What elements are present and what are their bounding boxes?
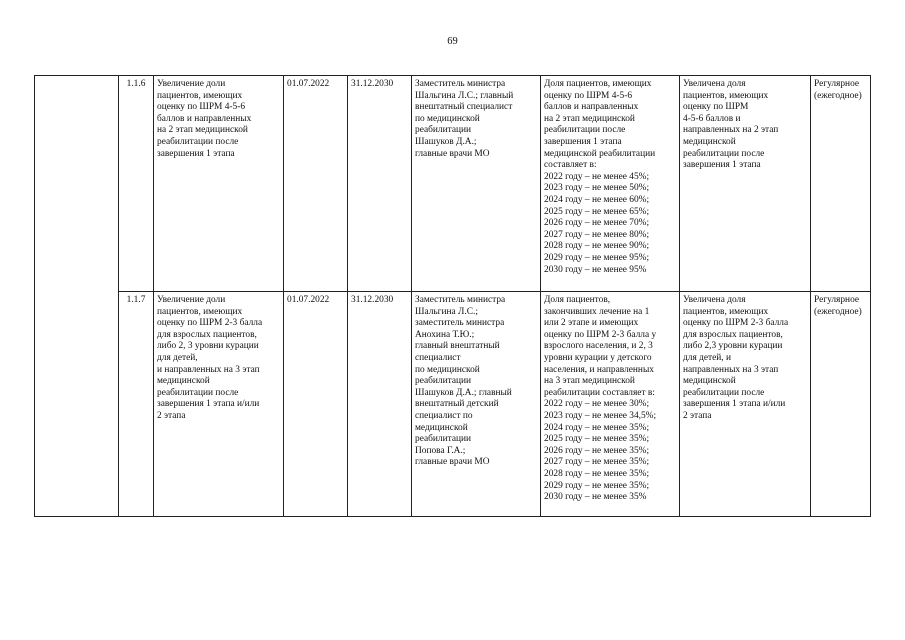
measures-table [34, 75, 871, 517]
section-cell [35, 76, 119, 517]
responsible-cell: Заместитель министра Шальгина Л.С.; заместитель министра Анохина Т.Ю.; главный внештатный специалист по медицинской реабилитации Шашуков Д.А.; главный внештатный детский специалист по медицинской реабилитации Попова Г.А.; главные врачи МО [412, 292, 541, 517]
table-row [35, 76, 871, 292]
event-cell: Увеличение доли пациентов, имеющих оценку по ШРМ 4-5-6 баллов и направленных на 2 этап медицинской реабилитации после завершения 1 этапа [154, 76, 284, 292]
result-cell: Увеличена доля пациентов, имеющих оценку по ШРМ 2-3 балла для взрослых пациентов, либо 2,3 уровни курации для детей, и направленных на 3 этап медицинской реабилитации после завершения 1 этапа и/или 2 этапа [680, 292, 811, 517]
frequency-cell: Регулярное (ежегодное) [811, 76, 871, 292]
event-cell: Увеличение доли пациентов, имеющих оценку по ШРМ 2-3 балла для взрослых пациентов, либо 2, 3 уровни курации для детей, и направленных на 3 этап медицинской реабилитации после завершения 1 этапа и/или 2 этапа [154, 292, 284, 517]
indicator-cell: Доля пациентов, закончивших лечение на 1 или 2 этапе и имеющих оценку по ШРМ 2-3 балла у взрослого населения, и 2, 3 уровни курации у детского населения, и направленных на 3 этап медицинской реабилитации составляет в: 2022 году – не менее 30%; 2023 году – не менее 34,5%; 2024 году – не менее 35%; 2025 году – не менее 35%; 2026 году – не менее 35%; 2027 году – не менее 35%; 2028 году – не менее 35%; 2029 году – не менее 35%; 2030 году – не менее 35% [541, 292, 680, 517]
end-date: 31.12.2030 [348, 76, 412, 292]
table-row [35, 292, 871, 517]
item-number: 1.1.6 [119, 76, 154, 292]
start-date: 01.07.2022 [284, 292, 348, 517]
responsible-cell: Заместитель министра Шальгина Л.С.; главный внештатный специалист по медицинской реабилитации Шашуков Д.А.; главные врачи МО [412, 76, 541, 292]
indicator-cell: Доля пациентов, имеющих оценку по ШРМ 4-5-6 баллов и направленных на 2 этап медицинской реабилитации после завершения 1 этапа медицинской реабилитации составляет в: 2022 году – не менее 45%; 2023 году – не менее 50%; 2024 году – не менее 60%; 2025 году – не менее 65%; 2026 году – не менее 70%; 2027 году – не менее 80%; 2028 году – не менее 90%; 2029 году – не менее 95%; 2030 году – не менее 95% [541, 76, 680, 292]
page-number: 69 [447, 36, 458, 47]
result-cell: Увеличена доля пациентов, имеющих оценку по ШРМ 4-5-6 баллов и направленных на 2 этап медицинской реабилитации после завершения 1 этапа [680, 76, 811, 292]
item-number: 1.1.7 [119, 292, 154, 517]
frequency-cell: Регулярное (ежегодное) [811, 292, 871, 517]
end-date: 31.12.2030 [348, 292, 412, 517]
start-date: 01.07.2022 [284, 76, 348, 292]
